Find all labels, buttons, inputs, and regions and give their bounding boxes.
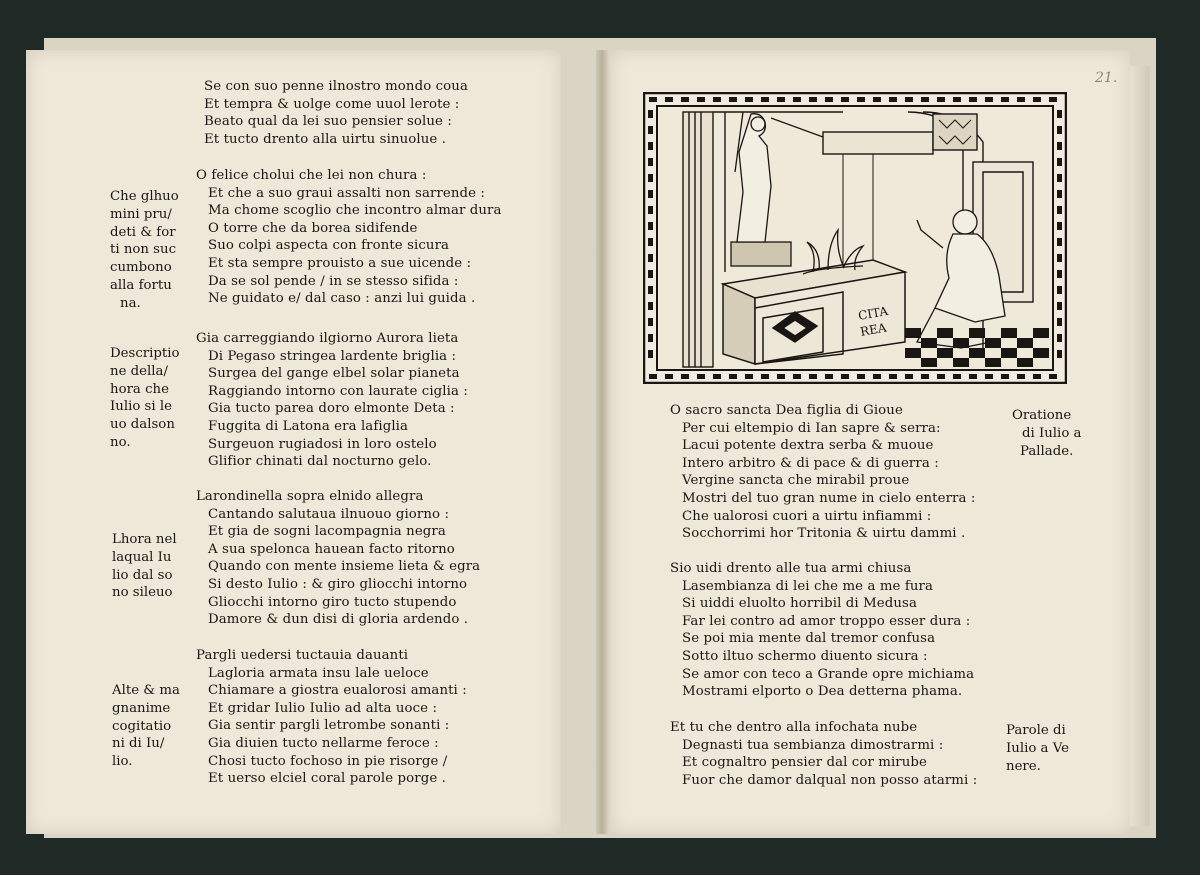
verse-line: Chiamare a giostra eualorosi amanti : [208,683,467,699]
margin-note-line: Parole di [1006,723,1066,738]
margin-note-line: Alte & ma [112,683,180,698]
margin-note-line: Pallade. [1020,443,1074,459]
verse-line: Et tempra & uolge come uuol lerote : [204,96,460,112]
margin-note-line: Lhora nel [112,532,177,547]
verse-line: Et sta sempre prouisto a sue uicende : [208,255,472,271]
margin-note-line: hora che [110,381,169,397]
verse-line: Gia sentir pargli letrombe sonanti : [208,718,450,734]
verse-line: Per cui eltempio di Ian sapre & serra: [682,420,941,436]
verse-line: Et tu che dentro alla infochata nube [670,720,918,735]
verse-line: Intero arbitro & di pace & di guerra : [682,455,939,471]
verse-line: Da se sol pende / in se stesso sifida : [208,273,459,289]
margin-note-line: nere. [1006,758,1041,774]
verse-line: Raggiando intorno con laurate ciglia : [208,383,468,399]
margin-note-line: cogitatio [112,718,172,734]
left-stanza-3 [196,330,468,471]
verse-line: Degnasti tua sembianza dimostrarmi : [682,737,944,753]
left-stanza-4 [196,488,480,629]
margin-note-line: cumbono [110,260,172,276]
margin-note-line: no. [110,434,131,450]
verse-line: Ne guidato e/ dal caso : anzi lui guida . [208,291,476,307]
verse-line: Lagloria armata insu lale ueloce [208,665,429,681]
margin-note-line: Che glhuo [110,189,179,204]
verse-line: Beato qual da lei suo pensier solue : [204,114,452,130]
verse-line: Far lei contro ad amor troppo esser dura : [682,613,971,629]
verse-line: Di Pegaso stringea lardente briglia : [208,348,457,364]
verse-line: O torre che da borea sidifende [208,220,418,236]
margin-note-line: ne della/ [110,363,168,379]
verse-line: A sua spelonca hauean facto ritorno [208,541,455,557]
verse-line: Pargli uedersi tuctauia dauanti [196,648,409,663]
verse-line: Suo colpi aspecta con fronte sicura [208,238,450,254]
verse-line: Surgeuon rugiadosi in loro ostelo [208,436,437,452]
verse-line: Si uiddi eluolto horribil di Medusa [682,596,918,612]
margin-note-line: lio. [112,754,133,770]
verse-line: Et tucto drento alla uirtu sinuolue . [204,131,447,147]
page-edges [1130,66,1150,826]
margin-note-line: ti non suc [110,242,177,258]
right-stanza-2 [670,560,974,701]
verse-line: Fuggita di Latona era lafiglia [208,418,409,434]
margin-note-description [110,345,180,452]
verse-line: Lacui potente dextra serba & muoue [682,438,934,454]
verse-line: Gliocchi intorno giro tucto stupendo [208,594,457,610]
verse-line: O sacro sancta Dea figlia di Gioue [670,403,903,418]
woodcut-illustration [643,92,1067,384]
margin-note-hour [112,531,177,602]
verse-line: Gia tucto parea doro elmonte Deta : [208,401,455,417]
verse-line: Se poi mia mente dal tremor confusa [682,631,936,647]
verse-line: Lasembianza di lei che me a me fura [682,578,934,594]
page-number: 21. [1095,70,1118,86]
verse-line: Mostri del tuo gran nume in cielo enterra : [682,490,976,506]
right-stanza-1 [670,402,975,543]
verse-line: Vergine sancta che mirabil proue [682,473,910,489]
margin-note-line: Iulio a Ve [1006,740,1069,756]
margin-note-line: lio dal so [112,567,173,583]
verse-line: Quando con mente insieme lieta & egra [208,559,481,575]
margin-note-line: uo dalson [110,417,175,433]
margin-note-line: gnanime [112,700,171,716]
margin-note-line: deti & for [110,224,176,240]
verse-line: Et uerso elciel coral parole porge . [208,771,446,787]
margin-note-thoughts [112,682,180,771]
verse-line: O felice cholui che lei non chura : [196,168,427,183]
verse-line: Larondinella sopra elnido allegra [196,489,424,504]
verse-line: Ma chome scoglio che incontro almar dura [208,203,502,219]
verse-line: Et che a suo graui assalti non sarrende : [208,185,486,201]
verse-line: Et cognaltro pensier dal cor mirube [682,755,928,771]
margin-note-oration [1012,407,1081,460]
margin-note-line: Iulio si le [110,399,172,415]
margin-note-line: Oratione [1012,408,1072,423]
margin-note-line: alla fortu [110,277,172,293]
margin-note-line: na. [120,295,141,311]
verse-line: Fuor che damor dalqual non posso atarmi : [682,772,978,788]
verse-line: Gia carreggiando ilgiorno Aurora lieta [196,331,459,346]
verse-line: Socchorrimi hor Tritonia & uirtu dammi . [682,526,966,542]
altar-inscription-line: REA [859,320,888,339]
altar-inscription-line: CITA [857,303,890,323]
margin-note-line: laqual Iu [112,549,172,565]
verse-line: Se con suo penne ilnostro mondo coua [204,79,468,94]
verse-line: Cantando salutaua ilnuouo giorno : [208,506,450,522]
verse-line: Se amor con teco a Grande opre michiama [682,666,975,682]
verse-line: Damore & dun disi di gloria ardendo . [208,612,469,628]
margin-note-fortune [110,188,179,313]
verse-line: Sotto iltuo schermo diuento sicura : [682,648,928,664]
verse-line: Et gridar Iulio Iulio ad alta uoce : [208,700,438,716]
book-gutter [596,50,608,834]
margin-note-line: ni di Iu/ [112,736,165,752]
left-stanza-2 [196,167,502,308]
verse-line: Gia diuien tucto nellarme feroce : [208,735,439,751]
margin-note-line: di Iulio a [1022,425,1082,441]
verse-line: Che ualorosi cuori a uirtu infiammi : [682,508,932,524]
verse-line: Mostrami elporto o Dea detterna phama. [682,684,963,700]
margin-note-line: no sileuo [112,585,173,601]
left-stanza-1 [204,78,468,148]
left-stanza-5 [196,647,467,788]
margin-note-line: Descriptio [110,346,180,361]
margin-note-line: mini pru/ [110,206,172,222]
margin-note-words-to-venus [1006,722,1069,775]
verse-line: Si desto Iulio : & giro gliocchi intorno [208,576,468,592]
verse-line: Sio uidi drento alle tua armi chiusa [670,561,912,576]
verse-line: Et gia de sogni lacompagnia negra [208,524,446,540]
verse-line: Surgea del gange elbel solar pianeta [208,366,460,382]
verse-line: Glifior chinati dal nocturno gelo. [208,454,432,470]
verse-line: Chosi tucto fochoso in pie risorge / [208,753,448,769]
right-stanza-3 [670,719,977,789]
